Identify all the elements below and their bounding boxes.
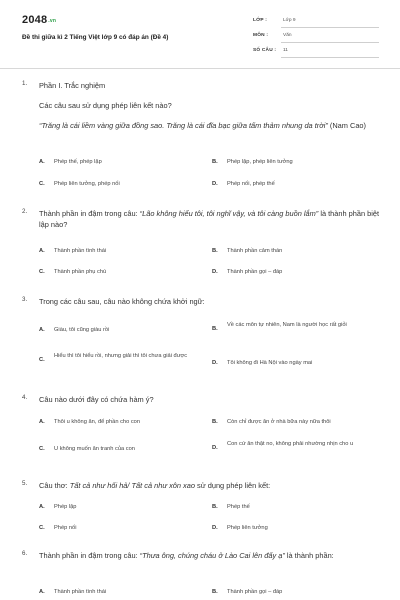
question-text	[39, 208, 381, 230]
option-text: Con cứ ăn thật no, không phải nhường nhịn cho u	[227, 441, 354, 447]
header	[0, 0, 400, 68]
option-text: Phép liên tưởng, phép nối	[54, 181, 120, 187]
question-number: 5.	[22, 480, 28, 487]
option-letter: B.	[212, 248, 218, 254]
option-letter: A.	[39, 159, 45, 165]
question-text-italic: “Thưa ông, chúng cháu ở Lào Cai lên đấy ạ”	[139, 551, 285, 560]
logo-text: 2048	[22, 14, 48, 26]
header-divider	[0, 68, 400, 69]
option-letter: B.	[212, 504, 218, 510]
question-text-tail: là thành phần:	[284, 551, 334, 560]
option-letter: A.	[39, 589, 45, 595]
option-letter: C.	[39, 357, 45, 363]
option-text: Giàu, tôi cũng giàu rồi	[54, 327, 110, 333]
option-text: Phép liên tưởng	[227, 525, 268, 531]
meta-class-label: LỚP :	[253, 18, 268, 23]
option-text: Thành phần tình thái	[54, 248, 107, 254]
option-text: Thành phần gọi – đáp	[227, 589, 283, 595]
question-number: 6.	[22, 550, 28, 557]
question-text-italic: Tất cả như hối hả/ Tất cả như xôn xao	[69, 481, 195, 490]
question-text-lead: Câu thơ:	[39, 481, 70, 490]
exam-title: Đề thi giữa kì 2 Tiếng Việt lớp 9 có đáp án (Đề 4)	[22, 34, 169, 41]
question-text-italic: “Lão không hiểu tôi, tôi nghĩ vậy, và tôi càng buồn lắm”	[139, 209, 319, 218]
question-number: 2.	[22, 208, 28, 215]
question-number: 3.	[22, 296, 28, 303]
option-letter: B.	[212, 159, 218, 165]
option-text: Thành phần gọi – đáp	[227, 269, 283, 275]
question-number: 4.	[22, 394, 28, 401]
meta-subject-label: MÔN :	[253, 33, 269, 38]
option-letter: D.	[212, 269, 218, 275]
meta-subject-value: Văn	[283, 33, 292, 38]
option-text: Thành phần phụ chú	[54, 269, 107, 275]
meta-count-line	[281, 57, 379, 58]
question-number: 1.	[22, 80, 28, 87]
question-text	[39, 480, 381, 491]
meta-count-value: 11	[283, 48, 288, 53]
meta-count-label: SỐ CÂU :	[253, 48, 277, 53]
option-letter: B.	[212, 589, 218, 595]
option-text: Về các môn tự nhiên, Nam là người học rất giỏi	[227, 322, 347, 328]
option-letter: D.	[212, 360, 218, 366]
option-text: Hiểu thì tôi hiểu rồi, nhưng giải thì tôi chưa giải được	[54, 353, 188, 359]
question-subtext: Các câu sau sử dụng phép liên kết nào?	[39, 101, 172, 110]
option-letter: C.	[39, 269, 45, 275]
meta-subject-line	[281, 42, 379, 43]
option-text: Phép thế	[227, 504, 250, 510]
option-text: Phép lặp	[54, 504, 77, 510]
option-letter: A.	[39, 248, 45, 254]
option-text: Phép nối	[54, 525, 77, 531]
quote-source: (Nam Cao)	[327, 121, 367, 130]
option-letter: A.	[39, 504, 45, 510]
option-letter: B.	[212, 419, 218, 425]
option-text: Thành phần cảm thán	[227, 248, 283, 254]
option-letter: D.	[212, 181, 218, 187]
option-text: Còn chỉ được ăn ở nhà bữa này nữa thôi	[227, 419, 331, 425]
option-letter: D.	[212, 525, 218, 531]
option-letter: C.	[39, 446, 45, 452]
question-text-tail: sử dụng phép liên kết:	[194, 481, 271, 490]
option-letter: A.	[39, 419, 45, 425]
question-text: Trong các câu sau, câu nào không chứa khởi ngữ:	[39, 297, 205, 306]
option-text: Phép nối, phép thế	[227, 181, 275, 187]
option-text: Phép lặp, phép liên tưởng	[227, 159, 293, 165]
option-text: Tôi không đi Hà Nội vào ngày mai	[227, 360, 313, 366]
option-letter: A.	[39, 327, 45, 333]
question-text: Câu nào dưới đây có chứa hàm ý?	[39, 395, 154, 404]
option-letter: C.	[39, 525, 45, 531]
quote-italic: “Trăng là cái liềm vàng giữa đồng sao. Trăng là cái đĩa bạc giữa tấm thảm nhung da trời”	[39, 121, 328, 130]
question-text-lead: Thành phần in đậm trong câu:	[39, 209, 140, 218]
option-text: U không muốn ăn tranh của con	[54, 446, 135, 452]
question-text-tail: là thành phần biệt lập nào?	[39, 209, 380, 229]
question-text-lead: Thành phần in đậm trong câu:	[39, 551, 140, 560]
site-logo[interactable]	[22, 14, 56, 26]
option-letter: B.	[212, 326, 218, 332]
meta-class-line	[281, 27, 379, 28]
question-quote	[39, 120, 387, 131]
question-text	[39, 550, 381, 561]
option-text: Thành phần tình thái	[54, 589, 107, 595]
option-text: Phép thế, phép lặp	[54, 159, 102, 165]
question-text: Phần I. Trắc nghiệm	[39, 81, 106, 90]
logo-suffix: .vn	[48, 18, 57, 24]
meta-class-value: Lớp 9	[283, 18, 296, 23]
option-text: Thôi u không ăn, để phần cho con	[54, 419, 141, 425]
option-letter: C.	[39, 181, 45, 187]
option-letter: D.	[212, 445, 218, 451]
